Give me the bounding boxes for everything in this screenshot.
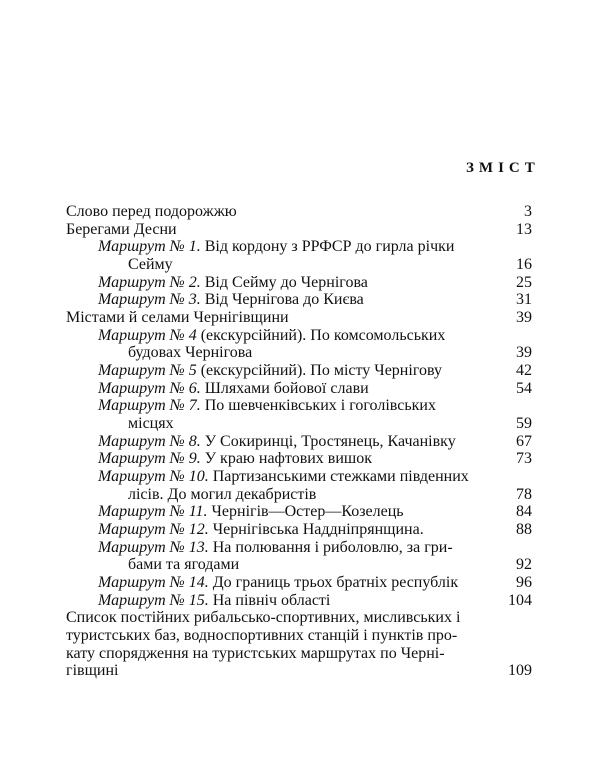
- toc-entry-continuation: лісів. До могил декабристів: [128, 486, 317, 503]
- route-label: Маршрут № 4: [98, 327, 197, 344]
- route-title: Від Сейму до Чернігова: [200, 274, 368, 291]
- page-title: ЗМІСТ: [466, 160, 540, 176]
- toc-entry-page: 59: [516, 415, 532, 432]
- route-label: Маршрут № 8.: [98, 433, 201, 450]
- toc-entry-page: 88: [516, 521, 532, 538]
- route-title: Партизанськими стежками південних: [208, 468, 469, 485]
- toc-entry-line: [98, 362, 442, 380]
- toc-entry-page: 92: [516, 556, 532, 573]
- toc-entry-page: 104: [508, 592, 532, 609]
- toc-entry-line: [98, 503, 404, 521]
- toc-entry-line: [98, 327, 445, 345]
- toc-entry-text: Берегами Десни: [66, 221, 177, 238]
- toc-entry-page: 109: [508, 662, 532, 679]
- toc-entry-continuation: будовах Чернігова: [128, 344, 253, 361]
- toc-entry-continuation: кату спорядження на туристських маршрутах по Черні-: [66, 645, 445, 662]
- route-title: На полювання і риболовлю, за гри-: [208, 539, 453, 556]
- route-label: Маршрут № 2.: [98, 274, 201, 291]
- toc-entry-page: 31: [516, 291, 532, 308]
- toc-entry-line: [98, 380, 369, 398]
- toc-entry-page: 13: [516, 221, 532, 238]
- route-title: По шевченківських і гоголівських: [200, 397, 436, 414]
- toc-entry-page: 67: [516, 433, 532, 450]
- toc-entry-text: Слово перед подорожжю: [66, 203, 237, 220]
- route-title: У Сокиринці, Тростянець, Качанівку: [200, 433, 456, 450]
- route-label: Маршрут № 15.: [98, 592, 209, 609]
- toc-entry-line: [98, 450, 372, 468]
- route-title: На північ області: [208, 592, 331, 609]
- toc-entry-page: 25: [516, 274, 532, 291]
- toc-entry-page: 16: [516, 256, 532, 273]
- route-title: Чернігівська Наддніпрянщина.: [208, 521, 424, 538]
- toc-entry-page: 73: [516, 450, 532, 467]
- route-title: Від кордону з РРФСР до гирла річки: [200, 238, 455, 255]
- route-title: До границь трьох братніх республік: [208, 574, 459, 591]
- toc-entry-line: [98, 291, 364, 309]
- toc-entry-page: 42: [516, 362, 532, 379]
- route-label: Маршрут № 9.: [98, 450, 201, 467]
- route-label: Маршрут № 5: [98, 362, 197, 379]
- toc-entry-line: [98, 274, 368, 292]
- toc-entry-page: 39: [516, 309, 532, 326]
- toc-entry-line: [98, 539, 453, 557]
- route-title: (екскурсійний). По місту Чернігову: [196, 362, 442, 379]
- route-label: Маршрут № 12.: [98, 521, 209, 538]
- toc-entry-line: [98, 238, 454, 256]
- toc-entry-line: [98, 433, 456, 451]
- route-label: Маршрут № 6.: [98, 380, 201, 397]
- route-title: У краю нафтових вишок: [200, 450, 373, 467]
- toc-entry-page: 78: [516, 486, 532, 503]
- toc-entry-continuation: туристських баз, водноспортивних станцій і пунктів про-: [66, 627, 458, 644]
- route-label: Маршрут № 7.: [98, 397, 201, 414]
- toc-entry-continuation: місцях: [128, 415, 174, 432]
- toc-entry-continuation: бами та ягодами: [128, 556, 240, 573]
- toc-entry-page: 96: [516, 574, 532, 591]
- toc-entry-text: Список постійних рибальсько-спортивних, мисливських і: [66, 609, 461, 626]
- route-label: Маршрут № 1.: [98, 238, 201, 255]
- toc-entry-continuation: Сейму: [128, 256, 173, 273]
- toc-entry-line: [98, 521, 424, 539]
- toc-entry-line: [98, 574, 458, 592]
- route-label: Маршрут № 10.: [98, 468, 209, 485]
- toc-entry-continuation: гівщині: [66, 662, 119, 679]
- toc-entry-line: [98, 592, 330, 610]
- route-title: Чернігів—Остер—Козелець: [207, 503, 404, 520]
- route-label: Маршрут № 11.: [98, 503, 208, 520]
- route-title: Шляхами бойової слави: [200, 380, 369, 397]
- route-title: Від Чернігова до Києва: [200, 291, 364, 308]
- toc-entry-page: 54: [516, 380, 532, 397]
- toc-entry-page: 3: [524, 203, 532, 220]
- route-label: Маршрут № 14.: [98, 574, 209, 591]
- toc-entry-line: [98, 397, 436, 415]
- toc-entry-page: 84: [516, 503, 532, 520]
- route-title: (екскурсійний). По комсомольських: [196, 327, 446, 344]
- toc-entry-page: 39: [516, 344, 532, 361]
- toc-entry-line: [98, 468, 469, 486]
- route-label: Маршрут № 13.: [98, 539, 209, 556]
- toc-entry-text: Містами й селами Чернігівщини: [66, 309, 289, 326]
- route-label: Маршрут № 3.: [98, 291, 201, 308]
